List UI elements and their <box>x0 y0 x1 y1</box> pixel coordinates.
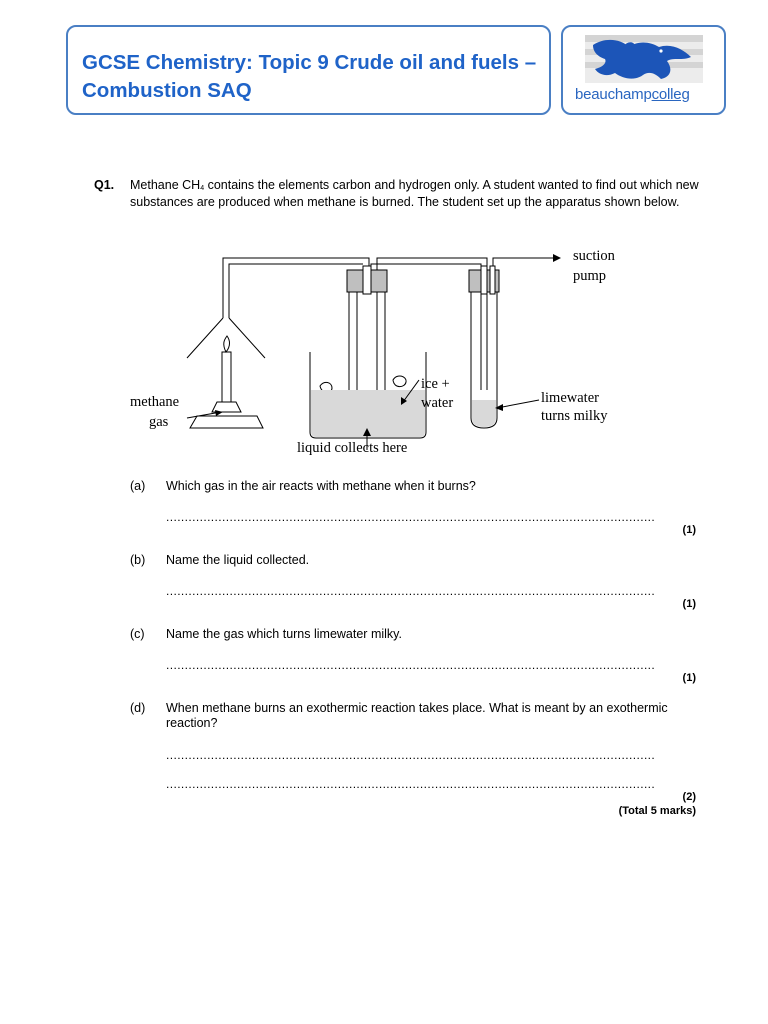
label-limewater: limewater <box>541 390 599 406</box>
college-name-part1: beauchamp <box>575 86 652 103</box>
part-c-marks: (1) <box>682 672 696 684</box>
formula-subscript: 4 <box>200 185 205 192</box>
question-intro <box>130 178 705 210</box>
question-number: Q1. <box>94 178 115 192</box>
part-a-question: Which gas in the air reacts with methane when it burns? <box>166 479 476 493</box>
intro-start: Methane CH <box>130 178 201 192</box>
part-b-letter: (b) <box>130 553 146 567</box>
u-tube-bung-pipe <box>363 266 371 294</box>
page-title: GCSE Chemistry: Topic 9 Crude oil and fuels – Combustion SAQ <box>82 51 537 102</box>
part-b-marks: (1) <box>682 598 696 610</box>
limewater-arrow-line <box>497 400 539 408</box>
college-name-part2: colleg <box>651 86 690 103</box>
test-tube-bung-pipe-2 <box>490 266 495 294</box>
label-ice: ice + <box>421 376 450 392</box>
title-box <box>66 25 551 115</box>
label-gas: gas <box>149 414 169 430</box>
label-turns-milky: turns milky <box>541 408 608 424</box>
bunsen-barrel <box>222 352 231 402</box>
intro-rest: contains the elements carbon and hydrogen only. A student wanted to find out which new substances are produced when methane is burned. The student set up the apparatus shown below. <box>130 178 699 209</box>
college-name <box>575 86 690 103</box>
part-c-question: Name the gas which turns limewater milky. <box>166 627 402 641</box>
part-a-answer-line[interactable]: ................................................................................................................................... <box>166 511 656 523</box>
part-d-answer-line-2[interactable]: ................................................................................................................................... <box>166 778 656 790</box>
part-d-answer-line-1[interactable]: ................................................................................................................................... <box>166 749 656 761</box>
test-tube-bung-pipe-1 <box>481 266 487 294</box>
apparatus-diagram <box>125 240 645 465</box>
part-a-letter: (a) <box>130 479 146 493</box>
label-water: water <box>421 395 454 411</box>
ice-lump-3 <box>393 376 406 387</box>
part-b-question: Name the liquid collected. <box>166 553 310 567</box>
label-liquid-collects: liquid collects here <box>297 440 408 456</box>
part-b-answer-line[interactable]: ................................................................................................................................... <box>166 585 656 597</box>
limewater <box>472 400 496 427</box>
logo-box <box>561 25 726 115</box>
bunsen-base <box>190 416 263 428</box>
delivery-tube-1-inner <box>229 264 363 318</box>
part-d-question: When methane burns an exothermic reaction takes place. What is meant by an exothermic reaction? <box>166 701 668 730</box>
collected-liquid <box>358 412 376 427</box>
part-c-answer-line[interactable]: ................................................................................................................................... <box>166 659 656 671</box>
part-c-letter: (c) <box>130 627 145 641</box>
methane-arrowhead <box>215 410 223 416</box>
label-pump: pump <box>573 268 607 284</box>
part-a-marks: (1) <box>682 524 696 536</box>
limewater-arrowhead <box>495 404 503 411</box>
outlet-tube <box>493 258 545 280</box>
total-marks: (Total 5 marks) <box>618 805 696 817</box>
label-suction: suction <box>573 248 615 264</box>
suction-arrowhead <box>553 254 561 262</box>
flame <box>224 336 230 352</box>
part-d-letter: (d) <box>130 701 146 715</box>
label-methane: methane <box>130 394 180 410</box>
part-d-marks: (2) <box>682 791 696 803</box>
